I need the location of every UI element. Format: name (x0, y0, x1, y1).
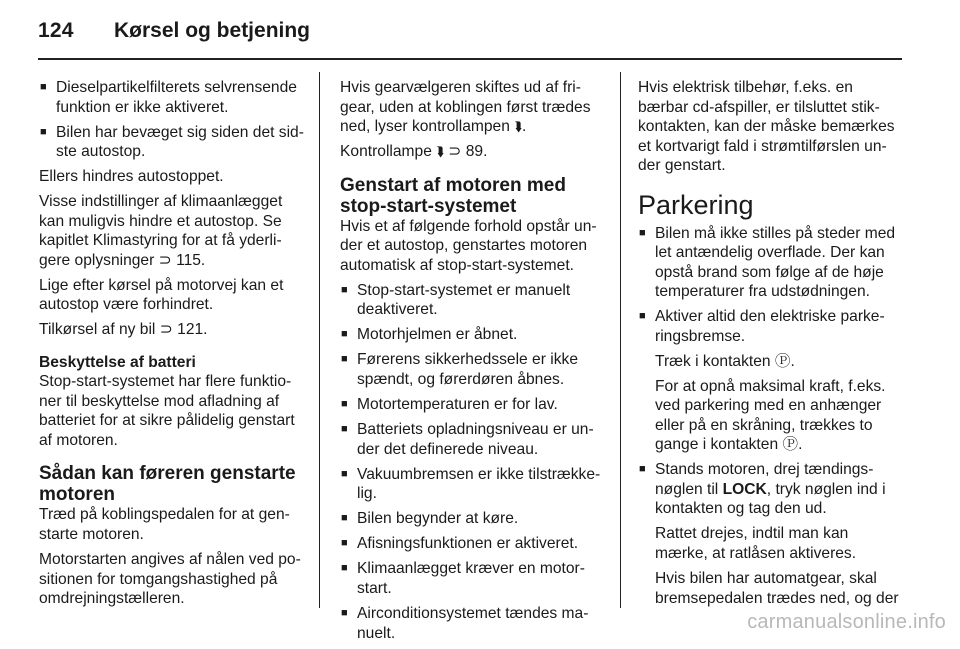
page-ref-link[interactable]: 115. (176, 251, 206, 269)
column-left (39, 78, 304, 614)
reference-arrow-icon: ⊃ (448, 143, 462, 161)
reference-arrow-icon: ⊃ (158, 251, 172, 269)
paragraph: Træd på koblingspedalen for at genstarte motoren. (39, 506, 290, 543)
list-item: ■ Motortemperaturen er for lav. (340, 395, 606, 415)
paragraph: Visse indstillinger af klimaanlægget kan muligvis hindre et autostop. Se kapitlet Klimastyring for at få yderligere oplysninger ⊃ 115. (39, 193, 283, 269)
list-item: ■ Motorhjelmen er åbnet. (340, 325, 606, 345)
page-number: 124 (38, 19, 74, 42)
section-heading-parking: Parkering (638, 189, 754, 220)
header-rule (38, 58, 902, 60)
paragraph: Lige efter kørsel på motorvej kan et autostop være forhindret. (39, 276, 284, 314)
column-middle (340, 78, 606, 649)
subheading-battery: Beskyttelse af batteri (39, 353, 196, 371)
section-heading-restart: Sådan kan føreren genstarte motoren (39, 463, 296, 506)
sub-paragraph: Træk i kontakten Ⓟ. (655, 352, 795, 370)
list-item: ■ Stop-start-systemet er manuelt deaktiveret. (340, 281, 606, 320)
parking-brake-icon: Ⓟ (782, 436, 799, 454)
sub-paragraph: Hvis bilen har automatgear, skal bremsepedalen trædes ned, og der (655, 570, 899, 607)
list-item: ■ Stands motoren, drej tændingsnøglen til LOCK, tryk nøglen ind i kontakten og tag den ud. (638, 460, 903, 519)
paragraph: Hvis et af følgende forhold opstår under et autostop, genstartes motoren automatisk af stop-start-systemet. (340, 217, 597, 274)
list-item: ■ Førerens sikkerhedssele er ikke spændt, og førerdøren åbnes. (340, 350, 606, 389)
sub-paragraph: Rattet drejes, indtil man kan mærke, at ratlåsen aktiveres. (655, 525, 857, 562)
paragraph: Hvis elektrisk tilbehør, f.eks. en bærbar cd-afspiller, er tilsluttet stikkontakten, kan der måske bemærkes et kortvarigt fald i strømtilførslen under genstart. (638, 79, 895, 174)
paragraph: Kontrollampe ⮯ ⊃ 89. (340, 143, 488, 161)
section-heading-stop-start-restart: Genstart af motoren med stop-start-systemet (340, 174, 566, 217)
page-ref-link[interactable]: 89. (465, 143, 488, 161)
column-divider-right (620, 72, 621, 608)
list-item: ■ Vakuumbremsen er ikke tilstrækkelig. (340, 465, 606, 504)
stop-start-lamp-icon: ⮯ (436, 144, 444, 160)
list-item: ■ Bilen begynder at køre. (340, 509, 606, 529)
paragraph: Tilkørsel af ny bil ⊃ 121. (39, 321, 208, 339)
paragraph: Hvis gearvælgeren skiftes ud af frigear, uden at koblingen først trædes ned, lyser kontrollampen ⮯. (340, 79, 591, 135)
parking-brake-icon: Ⓟ (774, 352, 791, 370)
chapter-title: Kørsel og betjening (114, 19, 311, 42)
list-item: ■ Batteriets opladningsniveau er under det definerede niveau. (340, 420, 606, 459)
list-item: ■ Airconditionsystemet tændes manuelt. (340, 604, 606, 643)
stop-start-lamp-icon: ⮯ (514, 119, 522, 134)
sub-paragraph: For at opnå maksimal kraft, f.eks. ved parkering med en anhænger eller på en skråning, trækkes to gange i kontakten Ⓟ. (655, 377, 886, 454)
list-item: ■ Afisningsfunktionen er aktiveret. (340, 534, 606, 554)
paragraph: Ellers hindres autostoppet. (39, 168, 224, 186)
list-item: ■ Bilen har bevæget sig siden det sidste autostop. (39, 123, 304, 162)
paragraph: Stop-start-systemet har flere funktioner til beskyttelse mod afladning af batteriet for at sikre pålidelig genstart af motoren. (39, 373, 295, 449)
lock-position-label: LOCK (722, 480, 767, 498)
paragraph: Motorstarten angives af nålen ved positionen for tomgangshastighed på omdrejningstælleren. (39, 551, 301, 608)
page-header (0, 0, 960, 60)
column-divider-left (319, 72, 320, 608)
list-item: ■ Aktiver altid den elektriske parkeringsbremse. (638, 307, 903, 346)
reference-arrow-icon: ⊃ (159, 321, 173, 339)
page-ref-link[interactable]: 121. (177, 321, 208, 339)
list-item: ■ Dieselpartikelfilterets selvrensende funktion er ikke aktiveret. (39, 78, 304, 117)
column-right (638, 78, 903, 614)
watermark: carmanualsonline.info (747, 611, 946, 633)
list-item: ■ Klimaanlægget kræver en motorstart. (340, 559, 606, 598)
list-item: ■ Bilen må ikke stilles på steder med let antændelig overflade. Der kan opstå brand som følge af de høje temperaturer fra udstødningen. (638, 224, 903, 302)
